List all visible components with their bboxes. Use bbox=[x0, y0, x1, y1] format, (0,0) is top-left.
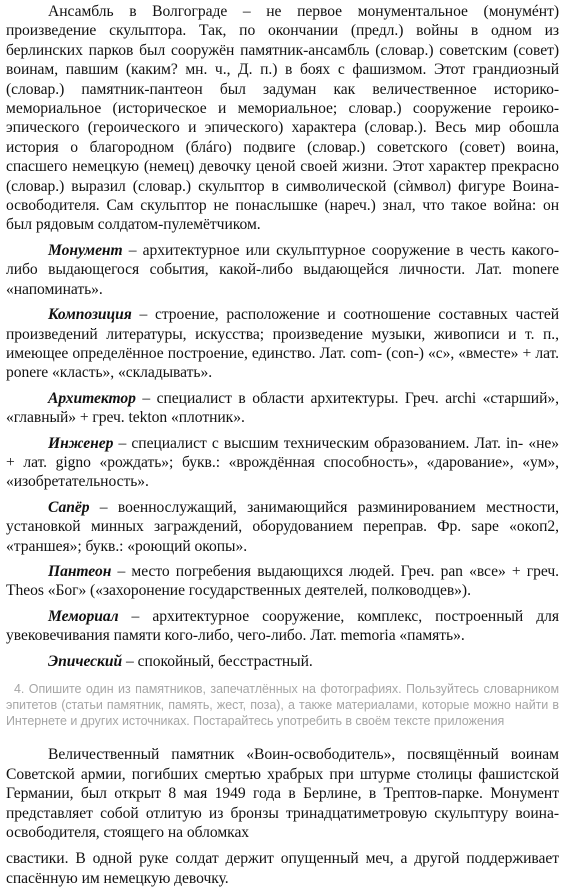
term-entry bbox=[6, 241, 559, 299]
term-entry bbox=[6, 434, 559, 492]
textbook-page bbox=[6, 2, 559, 888]
term-name: Сапёр bbox=[48, 498, 90, 516]
term-entry bbox=[6, 562, 559, 601]
term-name: Архитектор bbox=[48, 389, 136, 407]
term-name: Эпический bbox=[48, 652, 123, 670]
term-definition: – военнослужащий, занимающийся разминированием местности, установкой минных заграждений, оборудованием переправ. Фр. sape «окоп2, «траншея»; букв.: «роющий окопы». bbox=[6, 498, 559, 555]
term-name: Инженер bbox=[48, 434, 114, 452]
term-definition: – архитектурное сооружение, комплекс, построенный для увековечивания памяти кого-либо, чего-либо. Лат. memoria «память». bbox=[6, 607, 559, 645]
term-entry bbox=[6, 305, 559, 383]
term-definition: – специалист с высшим техническим образованием. Лат. in- «не» + лат. gigno «рождать»; букв.: «врождённая способность», «дарование», «ум», «изобретательность». bbox=[6, 434, 559, 491]
term-definition: – место погребения выдающихся людей. Греч. pan «все» + греч. Theos «Бог» («захоронение государственных деятелей, полководцев»). bbox=[6, 562, 559, 600]
answer-paragraph-continued: свастики. В одной руке солдат держит опущенный меч, а другой поддерживает спасённую им немецкую девочку. bbox=[6, 849, 559, 887]
term-list bbox=[6, 241, 559, 671]
term-definition: – специалист в области архитектуры. Греч. archi «старший», «главный» + греч. tekton «плотник». bbox=[6, 389, 559, 427]
term-definition: – архитектурное или скульптурное сооружение в честь какого-либо выдающегося события, какой-либо выдающейся личности. Лат. monere «напоминать». bbox=[6, 241, 559, 298]
intro-paragraph: Ансамбль в Волгограде – не первое монументальное (монумéнт) произведение скульптора. Так, по окончании (предл.) войны в одном из берлинских парков был сооружён памятник-ансамбль (словар.) советским (совет) воинам, павшим (каким? мн. ч., Д. п.) в боях с фашизмом. Этот грандиозный (словар.) памятник-пантеон был задуман как величественное историко-мемориальное (историческое и мемориальное; словар.) сооружение героико-эпического (героического и эпического) характера (словар.). Весь мир обошла история о благородном (блáго) подвиге (словар.) советского (совет) воина, спасшего немецкую (немец) девочку ценой своей жизни. Этот характер прекрасно (словар.) выразил (словар.) скульптор в символической (сѝмвол) фигуре Воина-освободителя. Сам скульптор не понаслышке (нареч.) знал, что такое война: он был рядовым солдатом-пулемётчиком. bbox=[6, 3, 559, 234]
term-entry bbox=[6, 652, 559, 671]
exercise-task: 4. Опишите один из памятников, запечатлённых на фотографиях. Пользуйтесь словарником эпитетов (статьи памятник, память, жест, поза), а также материалами, которые можно найти в Интернете и других источниках. Постарайтесь употребить в своём тексте приложения bbox=[6, 682, 559, 728]
term-definition: – строение, расположение и соотношение составных частей произведений литературы, искусства; произведение музыки, живописи и т. п., имеющее определённое построение, единство. Лат. com- (con-) «с», «вместе» + лат. ponere «класть», «складывать». bbox=[6, 306, 559, 382]
term-entry bbox=[6, 498, 559, 556]
term-name: Пантеон bbox=[48, 562, 112, 580]
term-name: Композиция bbox=[48, 306, 132, 324]
term-name: Монумент bbox=[48, 241, 123, 259]
term-entry bbox=[6, 389, 559, 428]
answer-paragraph: Величественный памятник «Воин-освободитель», посвящённый воинам Советской армии, погибших смертью храбрых при штурме столицы фашистской Германии, был открыт 8 мая 1949 года в Берлине, в Трептов-парке. Монумент представляет собой отлитую из бронзы тринадцатиметровую скульптуру воина-освободителя, стоящего на обломках bbox=[6, 746, 559, 842]
term-entry bbox=[6, 607, 559, 646]
term-name: Мемориал bbox=[48, 607, 119, 625]
term-definition: – спокойный, бесстрастный. bbox=[122, 652, 313, 670]
